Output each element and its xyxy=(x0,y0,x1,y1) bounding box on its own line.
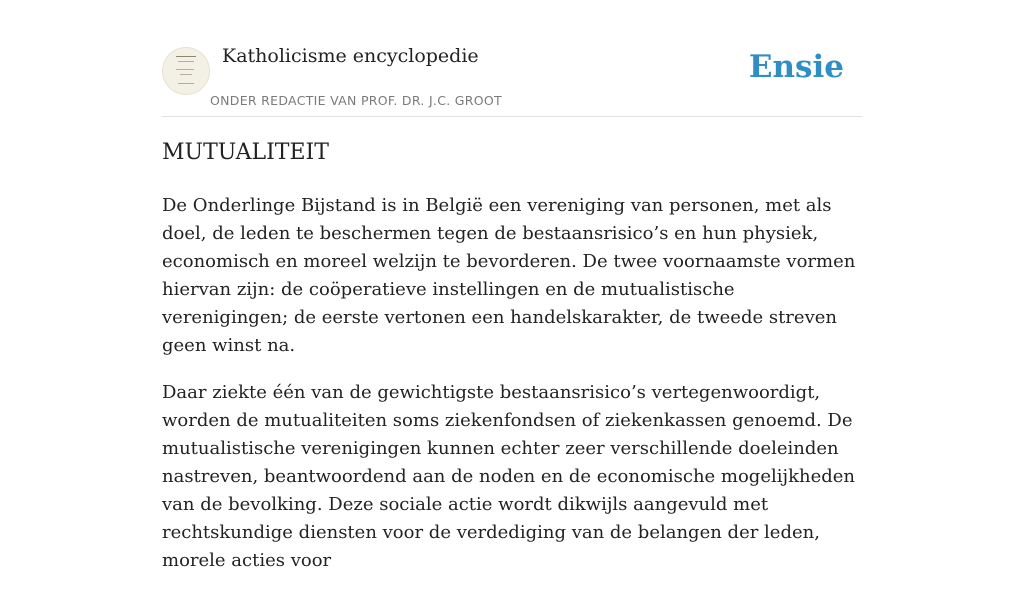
cover-line xyxy=(176,56,196,57)
cover-line xyxy=(176,69,194,70)
entry-paragraph: Daar ziekte één van de gewichtigste bestaansrisico’s vertegenwoordigt, worden de mutualiteiten soms ziekenfondsen of ziekenkassen genoemd. De mutualistische verenigingen kunnen echter zeer verschillende doeleinden nastreven, beantwoordend aan de noden en de economische mogelijkheden van de bevolking. Deze sociale actie wordt dikwijls aangevuld met rechtskundige diensten voor de verdediging van de belangen der leden, morele acties voor xyxy=(162,382,855,571)
entry-title: MUTUALITEIT xyxy=(162,140,329,165)
site-header xyxy=(162,40,862,117)
book-editor: ONDER REDACTIE VAN PROF. DR. J.C. GROOT xyxy=(210,93,502,108)
cover-line xyxy=(180,74,192,75)
cover-line xyxy=(178,83,194,84)
book-cover-icon[interactable] xyxy=(162,47,210,95)
cover-line xyxy=(178,61,194,62)
ensie-logo[interactable]: Ensie xyxy=(748,49,844,85)
book-title-link[interactable]: Katholicisme encyclopedie xyxy=(222,45,479,67)
entry-body xyxy=(162,192,866,594)
entry-paragraph: De Onderlinge Bijstand is in België een vereniging van personen, met als doel, de leden te beschermen tegen de bestaansrisico’s en hun physiek, economisch en moreel welzijn te bevorderen. De twee voornaamste vormen hiervan zijn: de coöperatieve instellingen en de mutualistische verenigingen; de eerste vertonen een handelskarakter, de tweede streven geen winst na. xyxy=(162,195,856,356)
